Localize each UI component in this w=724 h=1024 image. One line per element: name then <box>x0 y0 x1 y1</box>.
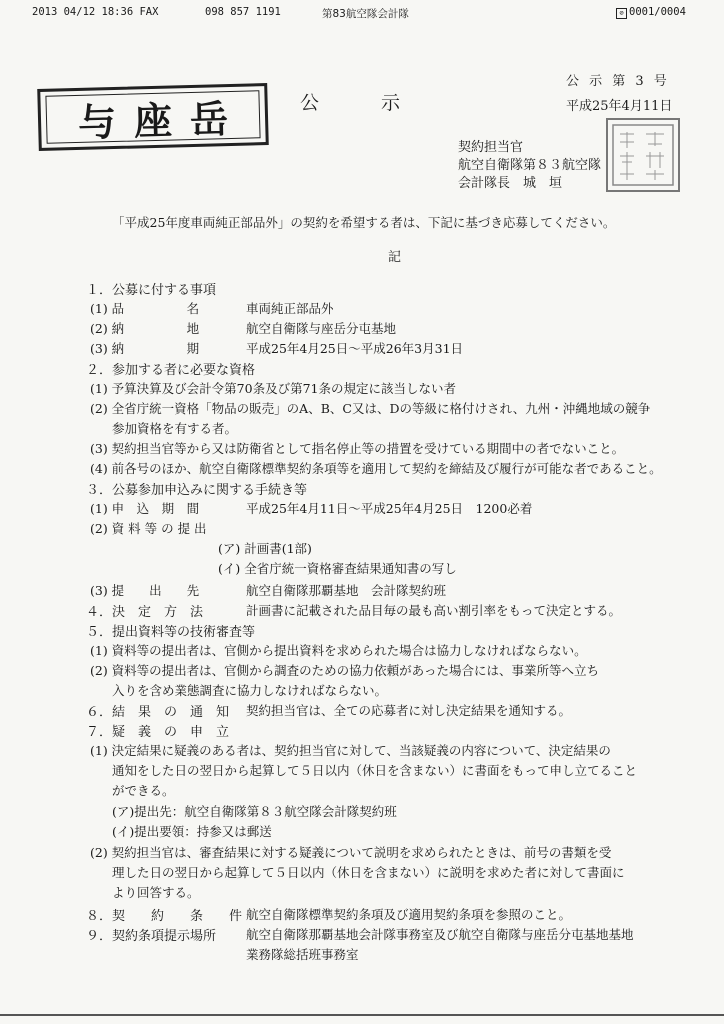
intro-text: 「平成25年度車両純正部品外」の契約を希望する者は、下記に基づき応募してください。 <box>112 215 616 230</box>
ki-heading: 記 <box>388 250 402 265</box>
s2-item-1: (1) 予算決算及び会計令第70条及び第71条の規定に該当しない者 <box>90 381 456 396</box>
s1-item-label: (1) 品 名 <box>90 301 200 316</box>
s7-item-2-line-1: (2) 契約担当官は、審査結果に対する疑義について説明を求められたときは、前号の書類を受 <box>90 845 612 860</box>
fax-datetime: 2013 04/12 18:36 FAX <box>32 6 159 18</box>
s7-item-2-line-2: 理した日の翌日から起算して５日以内（休日を含まない）に説明を求めた者に対して書面に <box>112 865 625 880</box>
section-7-heading: ７．疑 義 の 申 立 <box>86 725 230 740</box>
s7-item-1-line-1: (1) 決定結果に疑義のある者は、契約担当官に対して、当該疑義の内容について、決定結果の <box>90 743 611 758</box>
s9-value-line-1: 航空自衛隊那覇基地会計隊事務室及び航空自衛隊与座岳分屯基地基地 <box>246 927 634 942</box>
s2-item-4: (4) 前各号のほか、航空自衛隊標準契約条項等を適用して契約を締結及び履行が可能な者であること。 <box>90 461 662 476</box>
section-3-heading: ３．公募参加申込みに関する手続き等 <box>86 483 308 498</box>
s3-docs-a: (ア) 計画書(1部) <box>218 541 312 556</box>
section-5-heading: ５．提出資料等の技術審査等 <box>86 625 256 640</box>
notice-date: 平成25年4月11日 <box>566 99 673 114</box>
fax-number: 098 857 1191 <box>205 6 281 18</box>
section-4-heading: ４．決 定 方 法 <box>86 605 204 620</box>
fax-page-number <box>616 6 686 19</box>
s2-item-2-line-2: 参加資格を有する者。 <box>112 421 238 436</box>
s3-docs-label: (2) 資 料 等 の 提 出 <box>90 521 207 536</box>
fax-page-count: 0001/0004 <box>629 6 686 18</box>
s4-value: 計画書に記載された品目毎の最も高い割引率をもって決定とする。 <box>246 603 622 618</box>
s1-item-value: 車両純正部品外 <box>246 301 334 316</box>
s2-item-3: (3) 契約担当官等から又は防衛省として指名停止等の措置を受けている期間中の者でないこと。 <box>90 441 625 456</box>
issuer-unit: 航空自衛隊第８３航空隊 <box>458 158 602 173</box>
s2-item-2-line-1: (2) 全省庁統一資格「物品の販売」のA、B、C又は、Dの等級に格付けされ、九州・沖縄地域の競争 <box>90 401 651 416</box>
s1-period-value: 平成25年4月25日～平成26年3月31日 <box>246 341 464 356</box>
page-title: 公 示 <box>300 92 429 114</box>
seal-icon <box>610 122 676 188</box>
bottom-rule <box>0 1014 724 1016</box>
notice-number: 公 示 第 3 号 <box>566 74 670 89</box>
s7-item-2-line-3: より回答する。 <box>112 885 200 900</box>
s3-submit-label: (3) 提 出 先 <box>90 583 200 598</box>
s5-item-2-line-1: (2) 資料等の提出者は、官側から調査のための協力依頼があった場合には、事業所等へ立ち <box>90 663 600 678</box>
s3-submit-value: 航空自衛隊那覇基地 会計隊契約班 <box>246 583 447 598</box>
fax-sender: 第83航空隊会計隊 <box>322 8 409 20</box>
s5-item-1: (1) 資料等の提出者は、官側から提出資料を求められた場合は協力しなければならない。 <box>90 643 587 658</box>
s6-value: 契約担当官は、全ての応募者に対し決定結果を通知する。 <box>246 703 572 718</box>
s7-item-1-line-2: 通知をした日の翌日から起算して５日以内（休日を含まない）に書面をもって申し立てること <box>112 763 638 778</box>
s7-item-1-a: (ア)提出先：航空自衛隊第８３航空隊会計隊契約班 <box>112 804 397 819</box>
s7-item-1-line-3: ができる。 <box>112 783 175 798</box>
s1-location-label: (2) 納 地 <box>90 321 200 336</box>
s1-period-label: (3) 納 期 <box>90 341 200 356</box>
issuer-name: 会計隊長 城 垣 <box>458 176 602 191</box>
yozadake-stamp <box>37 83 269 151</box>
s3-docs-b: (イ) 全省庁統一資格審査結果通知書の写し <box>218 561 457 576</box>
section-9-heading: ９．契約条項提示場所 <box>86 929 217 944</box>
section-1-heading: １．公募に付する事項 <box>86 283 217 298</box>
stamp-text: 与座岳 <box>45 90 260 144</box>
section-2-heading: ２．参加する者に必要な資格 <box>86 363 256 378</box>
s5-item-2-line-2: 入りを含め業態調査に協力しなければならない。 <box>112 683 388 698</box>
s1-location-value: 航空自衛隊与座岳分屯基地 <box>246 321 397 336</box>
s7-item-1-b: (イ)提出要領：持参又は郵送 <box>112 824 272 839</box>
fax-page-icon: ⊘ <box>616 8 627 19</box>
s3-period-value: 平成25年4月11日～平成25年4月25日 1200必着 <box>246 501 533 516</box>
s8-value: 航空自衛隊標準契約条項及び適用契約条項を参照のこと。 <box>246 907 572 922</box>
section-8-heading: ８．契 約 条 件 <box>86 909 243 924</box>
s9-value-line-2: 業務隊総括班事務室 <box>246 947 359 962</box>
official-seal <box>606 118 680 192</box>
s3-period-label: (1) 申 込 期 間 <box>90 501 200 516</box>
issuer-title: 契約担当官 <box>458 140 524 155</box>
section-6-heading: ６．結 果 の 通 知 <box>86 705 230 720</box>
